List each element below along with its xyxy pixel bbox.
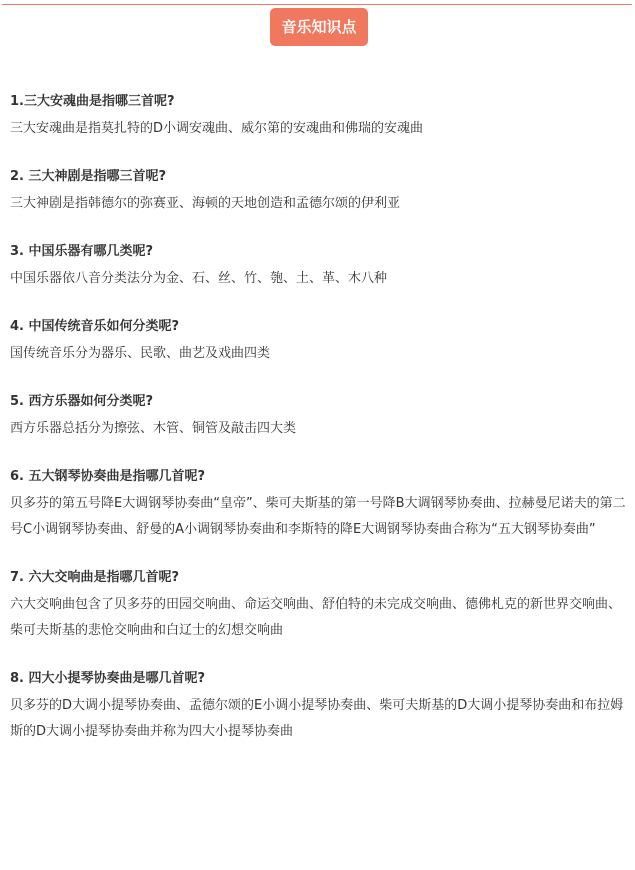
- qa-item-5: [10, 392, 630, 442]
- qa-list: [10, 92, 630, 770]
- question-1: 1.三大安魂曲是指哪三首呢?: [10, 94, 175, 109]
- qa-item-6: [10, 467, 630, 543]
- qa-item-7: [10, 568, 630, 644]
- question-6: 6. 五大钢琴协奏曲是指哪几首呢?: [10, 469, 206, 484]
- answer-3: 中国乐器依八音分类法分为金、石、丝、竹、匏、土、革、木八种: [10, 271, 388, 286]
- question-3: 3. 中国乐器有哪几类呢?: [10, 244, 154, 259]
- question-7: 7. 六大交响曲是指哪几首呢?: [10, 570, 180, 585]
- header-title: 音乐知识点: [281, 18, 357, 36]
- answer-4: 国传统音乐分为器乐、民歌、曲艺及戏曲四类: [10, 346, 271, 361]
- question-4: 4. 中国传统音乐如何分类呢?: [10, 319, 180, 334]
- question-5: 5. 西方乐器如何分类呢?: [10, 394, 154, 409]
- question-8: 8. 四大小提琴协奏曲是哪几首呢?: [10, 671, 206, 686]
- qa-item-2: [10, 167, 630, 217]
- question-2: 2. 三大神剧是指哪三首呢?: [10, 169, 167, 184]
- qa-item-4: [10, 317, 630, 367]
- header-title-badge: [270, 8, 368, 46]
- answer-8: 贝多芬的D大调小提琴协奏曲、孟德尔颂的E小调小提琴协奏曲、柴可夫斯基的D大调小提琴协奏曲和布拉姆斯的D大调小提琴协奏曲并称为四大小提琴协奏曲: [10, 698, 624, 739]
- answer-2: 三大神剧是指韩德尔的弥赛亚、海顿的天地创造和孟德尔颂的伊利亚: [10, 196, 401, 211]
- qa-item-8: [10, 669, 630, 745]
- answer-5: 西方乐器总括分为擦弦、木管、铜管及敲击四大类: [10, 421, 297, 436]
- qa-item-1: [10, 92, 630, 142]
- header-divider-line: [2, 4, 632, 5]
- answer-1: 三大安魂曲是指莫扎特的D小调安魂曲、威尔第的安魂曲和佛瑞的安魂曲: [10, 121, 424, 136]
- answer-6: 贝多芬的第五号降E大调钢琴协奏曲“皇帝”、柴可夫斯基的第一号降B大调钢琴协奏曲、拉赫曼尼诺夫的第二号C小调钢琴协奏曲、舒曼的A小调钢琴协奏曲和李斯特的降E大调钢琴协奏曲合称为“五大钢琴协奏曲”: [10, 496, 626, 537]
- answer-7: 六大交响曲包含了贝多芬的田园交响曲、命运交响曲、舒伯特的未完成交响曲、德佛札克的新世界交响曲、柴可夫斯基的悲怆交响曲和白辽士的幻想交响曲: [10, 597, 622, 638]
- qa-item-3: [10, 242, 630, 292]
